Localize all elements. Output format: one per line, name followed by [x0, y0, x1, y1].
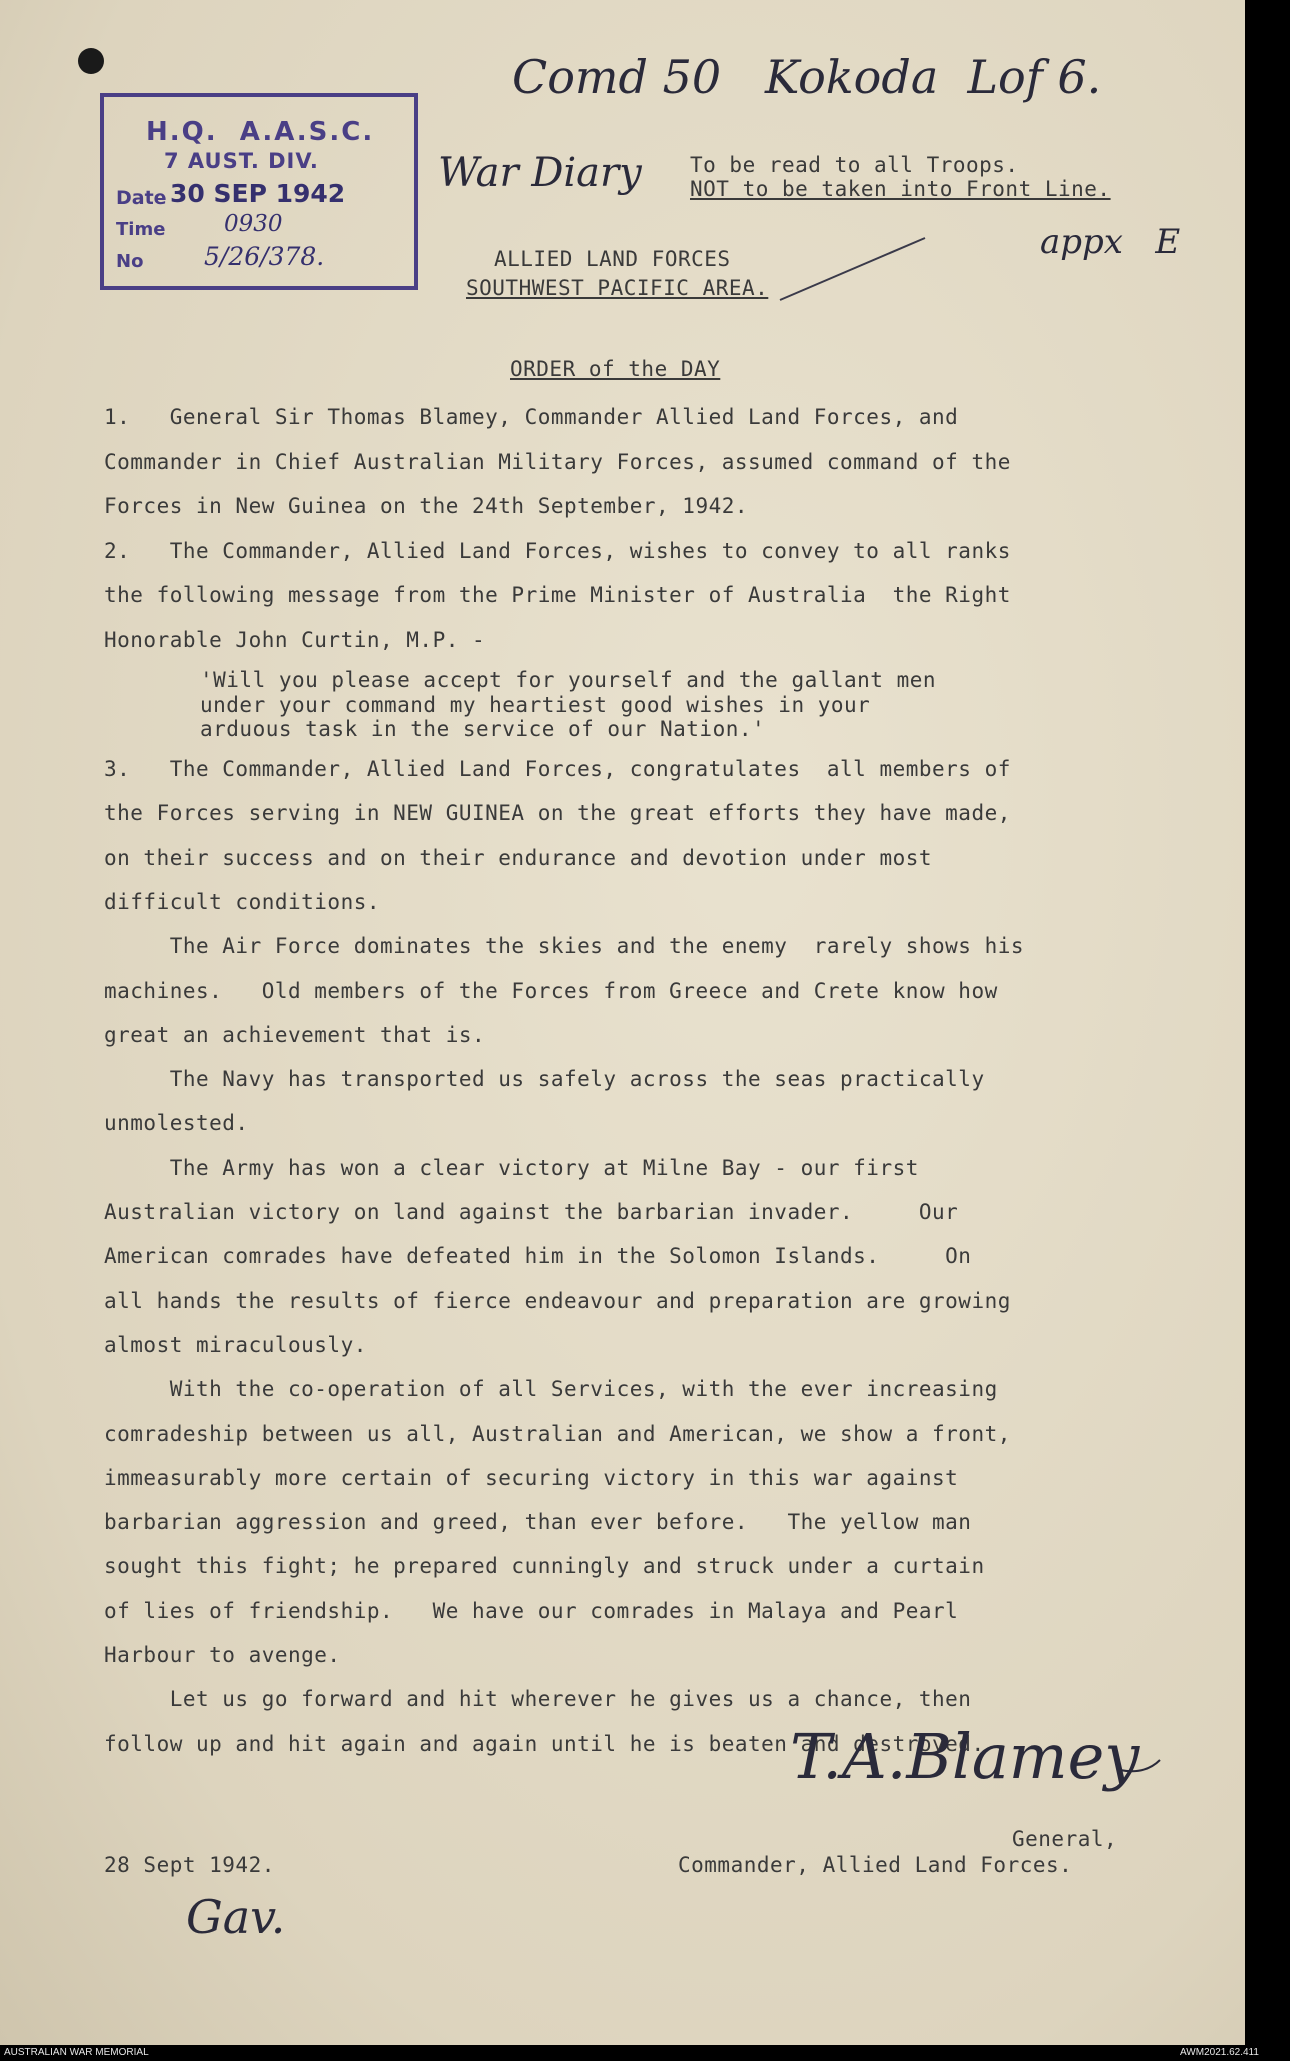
org-line2: SOUTHWEST PACIFIC AREA.	[466, 276, 769, 300]
body-line: Harbour to avenge.	[104, 1643, 341, 1667]
read-instruction-line1: To be read to all Troops.	[690, 153, 1019, 177]
body-line: Forces in New Guinea on the 24th September, 1942.	[104, 494, 749, 518]
body-line: 'Will you please accept for yourself and the gallant men	[200, 668, 937, 692]
stamp-no-value: 5/26/378.	[204, 242, 325, 271]
body-line: American comrades have defeated him in the Solomon Islands. On	[104, 1244, 972, 1269]
body-line: Honorable John Curtin, M.P. -	[104, 627, 486, 652]
handwritten-top-note: Comd 50 Kokoda Lof 6.	[512, 50, 1102, 104]
signature: T.A.Blamey	[790, 1720, 1140, 1793]
footer-left: AUSTRALIAN WAR MEMORIAL	[4, 2047, 149, 2058]
body-line: of lies of friendship. We have our comrades in Malaya and Pearl	[104, 1598, 959, 1623]
body-line: on their success and on their endurance and devotion under most	[104, 845, 933, 870]
stamp-time-value: 0930	[224, 211, 283, 237]
body-line: Let us go forward and hit wherever he gives us a chance, then	[104, 1687, 972, 1712]
body-line: The Air Force dominates the skies and the enemy rarely shows his	[104, 934, 1025, 959]
body-line: Commander in Chief Australian Military Forces, assumed command of the	[104, 449, 1011, 474]
pen-stroke-signature-tail	[1120, 1760, 1160, 1771]
body-line: 3. The Commander, Allied Land Forces, congratulates all members of	[104, 757, 1011, 781]
org-line1: ALLIED LAND FORCES	[494, 247, 731, 271]
body-line: all hands the results of fierce endeavour and preparation are growing	[104, 1288, 1011, 1313]
stamp-no-label: No	[116, 251, 144, 272]
body-line: great an achievement that is.	[104, 1022, 486, 1047]
closing-title: Commander, Allied Land Forces.	[678, 1853, 1073, 1877]
stamp-line1: H.Q. A.A.S.C.	[146, 117, 375, 147]
body-line: immeasurably more certain of securing victory in this war against	[104, 1465, 959, 1490]
stamp-time-label: Time	[116, 219, 166, 240]
body-line: difficult conditions.	[104, 889, 381, 914]
pen-stroke-arrow	[780, 238, 925, 300]
body-line: the following message from the Prime Minister of Australia the Right	[104, 583, 1011, 607]
body-line: 1. General Sir Thomas Blamey, Commander Allied Land Forces, and	[104, 405, 959, 429]
body-line: comradeship between us all, Australian and American, we show a front,	[104, 1421, 1011, 1446]
body-line: under your command my heartiest good wishes in your	[200, 692, 871, 717]
body-line: Australian victory on land against the barbarian invader. Our	[104, 1200, 959, 1224]
handwritten-appx: appx E	[1040, 222, 1181, 262]
body-line: barbarian aggression and greed, than ever before. The yellow man	[104, 1510, 972, 1535]
body-line: almost miraculously.	[104, 1332, 367, 1357]
closing-date: 28 Sept 1942.	[104, 1853, 275, 1877]
body-line: unmolested.	[104, 1111, 249, 1136]
handwritten-initials: Gav.	[186, 1890, 286, 1944]
stamp-date-label: Date	[116, 187, 167, 209]
body-line: machines. Old members of the Forces from Greece and Crete know how	[104, 978, 998, 1003]
body-line: The Navy has transported us safely across the seas practically	[104, 1067, 985, 1092]
body-line: sought this fight; he prepared cunningly and struck under a curtain	[104, 1554, 985, 1579]
footer-right: AWM2021.62.411	[1180, 2047, 1259, 2058]
order-title: ORDER of the DAY	[510, 357, 721, 381]
stamp-line2: 7 AUST. DIV.	[164, 149, 319, 173]
body-line: With the co-operation of all Services, with the ever increasing	[104, 1377, 998, 1402]
body-line: 2. The Commander, Allied Land Forces, wishes to convey to all ranks	[104, 538, 1011, 563]
handwritten-war-diary: War Diary	[438, 150, 642, 196]
body-line: the Forces serving in NEW GUINEA on the great efforts they have made,	[104, 801, 1011, 826]
body-line: arduous task in the service of our Nation.'	[200, 717, 766, 741]
stamp-date-value: 30 SEP 1942	[170, 179, 346, 208]
closing-rank: General,	[1012, 1827, 1118, 1851]
body-line: follow up and hit again and again until he is beaten and destroyed.	[104, 1731, 985, 1756]
read-instruction-line2: NOT to be taken into Front Line.	[690, 177, 1111, 201]
body-line: The Army has won a clear victory at Milne Bay - our first	[104, 1155, 919, 1180]
